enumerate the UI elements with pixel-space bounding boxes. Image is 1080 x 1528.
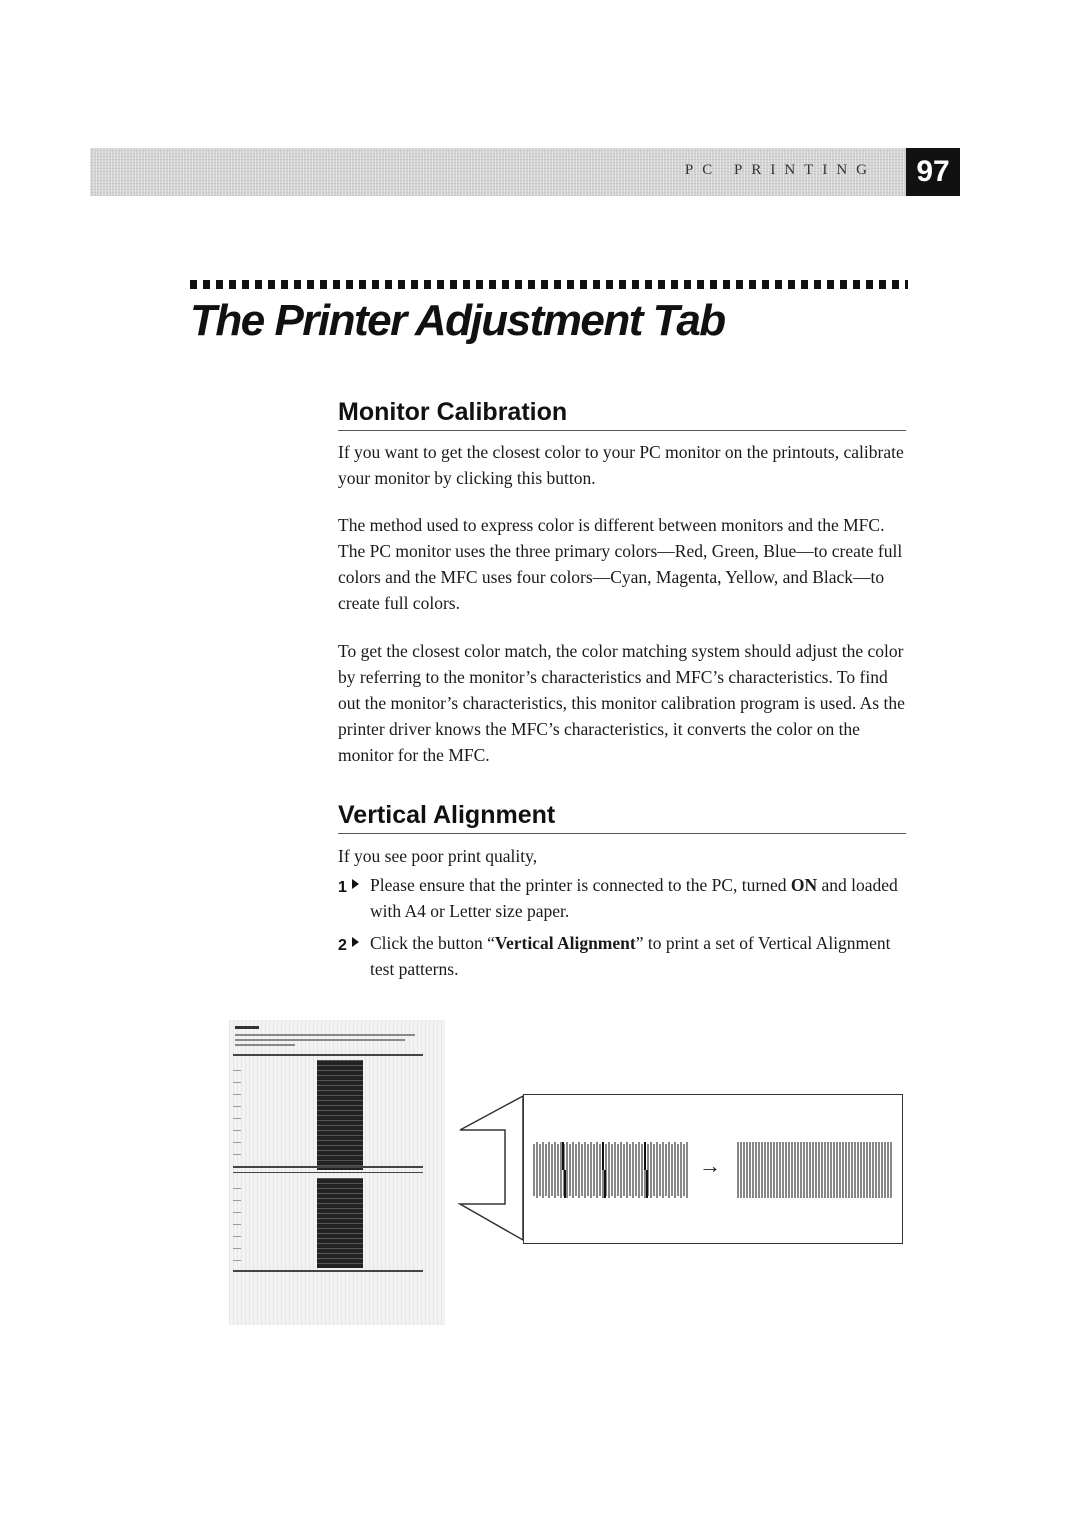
- misaligned-pattern-image: [533, 1142, 689, 1198]
- vertical-alignment-intro: If you see poor print quality,: [338, 846, 538, 866]
- monitor-calibration-heading: Monitor Calibration: [338, 398, 906, 431]
- step-number: 2: [338, 933, 364, 953]
- step-number: 1: [338, 875, 364, 895]
- monitor-calibration-paragraph: To get the closest color match, the color matching system should adjust the color by referring to the monitor’s characteristics and MFC’s characteristics. To find out the monitor’s characteristics, this monitor calibration program is used. As the printer driver knows the MFC’s characteristics, it converts the color on the monitor for the MFC.: [338, 641, 905, 765]
- step-text: Click the button “Vertical Alignment” to print a set of Vertical Alignment test patterns.: [370, 933, 891, 979]
- monitor-calibration-paragraph: If you want to get the closest color to your PC monitor on the printouts, calibrate your monitor by clicking this button.: [338, 442, 904, 488]
- monitor-calibration-paragraph: The method used to express color is different between monitors and the MFC. The PC monitor uses the three primary colors—Red, Green, Blue—to create full colors and the MFC uses four colors—Cyan, Magenta, Yellow, and Black—to create full colors.: [338, 515, 903, 613]
- dotted-rule: [190, 280, 908, 289]
- page-number: 97: [906, 148, 960, 196]
- vertical-alignment-heading: Vertical Alignment: [338, 801, 906, 834]
- step-2: [338, 930, 910, 982]
- aligned-pattern-image: [737, 1142, 893, 1198]
- step-1: [338, 872, 910, 924]
- section-label: PC PRINTING: [684, 162, 876, 178]
- test-pattern-sheet-image: [229, 1020, 445, 1325]
- step-text: Please ensure that the printer is connected to the PC, turned ON and loaded with A4 or Letter size paper.: [370, 875, 898, 921]
- page-header-band: [90, 148, 960, 196]
- chapter-title: The Printer Adjustment Tab: [190, 296, 725, 345]
- arrow-icon: →: [699, 1153, 721, 1178]
